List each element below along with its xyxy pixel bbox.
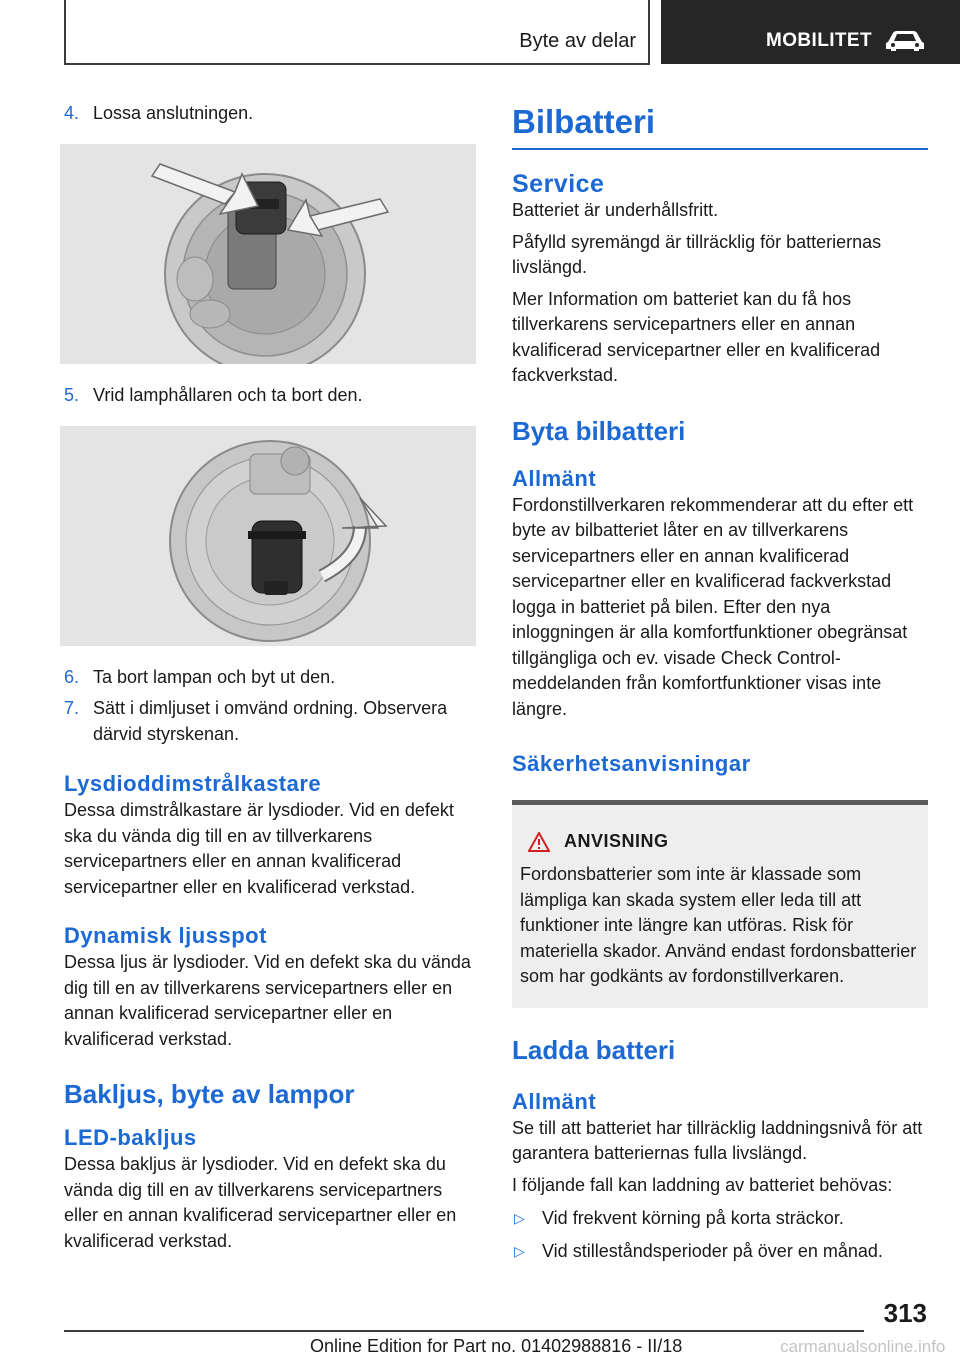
page-number: 313 <box>883 1298 927 1328</box>
list-item <box>512 1238 928 1264</box>
footer-brand-watermark: carmanualsonline.info <box>780 1337 946 1356</box>
notice-header <box>520 831 920 852</box>
notice-text: Fordonsbatterier som inte är klassade som lämpliga kan skada system eller leda till att funktioner inte längre kan utföras. Risk för materiella skador. Använd endast fordonsbatterier som har godkänts av fordonstillverkaren. <box>520 864 917 986</box>
step-7 <box>64 695 476 747</box>
chapter-heading-battery: Bilbatteri <box>512 103 656 140</box>
heading-charge-battery: Ladda batteri <box>512 1034 676 1065</box>
paragraph-service-2: Påfylld syremängd är tillräcklig för batteriernas livslängd. <box>512 231 882 277</box>
figure-rotate-lampholder <box>60 426 476 646</box>
header-rule-bottom <box>64 63 650 65</box>
list-item <box>512 1205 928 1231</box>
notice-box <box>512 800 928 1008</box>
step-text: Vrid lamphållaren och ta bort den. <box>93 385 363 405</box>
heading-rear-lights: Bakljus, byte av lampor <box>64 1079 355 1109</box>
list-item-text: Vid frekvent körning på korta sträckor. <box>542 1208 844 1228</box>
car-icon <box>884 30 926 52</box>
paragraph-dynamic-spotlight: Dessa ljus är lysdioder. Vid en defekt ska du vända dig till en av tillverkarens servicepartners eller en annan kvalificerad servicepartner eller en kvalificerad verkstad. <box>64 952 471 1049</box>
paragraph-charge-2: I följande fall kan laddning av batteriet behövas: <box>512 1174 893 1195</box>
left-column <box>64 100 476 1260</box>
list-item-text: Vid stilleståndsperioder på över en månad. <box>542 1241 883 1261</box>
section-title: Byte av delar <box>519 30 636 52</box>
step-text: Ta bort lampan och byt ut den. <box>93 667 336 687</box>
heading-service: Service <box>512 170 605 198</box>
paragraph-service-1: Batteriet är underhållsfritt. <box>512 200 719 220</box>
bullet-triangle-icon: ▷ <box>514 1243 525 1259</box>
step-5 <box>64 382 476 408</box>
paragraph-led-fog-lights: Dessa dimstrålkastare är lysdioder. Vid en defekt ska du vända dig till en av tillverkarens servicepartners eller en annan kvalificerad servicepartner eller en kvalificerad verkstad. <box>64 800 454 897</box>
paragraph-service-3: Mer Information om batteriet kan du få hos tillverkarens servicepartners eller en annan kvalificerad servicepartner eller en kvalificerad fackverkstad. <box>512 288 881 385</box>
step-4 <box>64 100 476 126</box>
heading-safety: Säkerhetsanvisningar <box>512 751 751 776</box>
heading-led-fog-lights: Lysdioddimstrålkastare <box>64 771 322 796</box>
step-number: 6. <box>64 667 80 687</box>
step-number: 4. <box>64 103 80 123</box>
right-column <box>512 100 928 1264</box>
step-text: Lossa anslutningen. <box>93 103 254 123</box>
step-number: 5. <box>64 385 80 405</box>
heading-replace-general: Allmänt <box>512 465 597 491</box>
warning-icon <box>528 832 550 852</box>
header-rule-left <box>64 0 66 64</box>
bullet-triangle-icon: ▷ <box>514 1210 525 1226</box>
figure-disconnect-connector <box>60 144 476 364</box>
step-text: Sätt i dimljuset i omvänd ordning. Observera därvid styrskenan. <box>93 698 448 744</box>
footer-rule <box>64 1330 864 1332</box>
lampholder-rotation-illustration <box>60 426 476 646</box>
fog-light-connector-illustration <box>60 144 476 364</box>
notice-title: ANVISNING <box>564 831 669 851</box>
footer-edition: Online Edition for Part no. 01402988816 - II/18 <box>310 1336 683 1356</box>
chapter-title: MOBILITET <box>766 30 872 51</box>
paragraph-replace: Fordonstillverkaren rekommenderar att du efter ett byte av bilbatteriet låter en av tillverkarens servicepartners eller en annan kvalificerad servicepartner eller en kvalificerad fackverkstad logga in batteriet på bilen. Efter den nya inloggningen är alla komfortfunktioner obegränsat tillgängliga och ev. visade Check Control-meddelanden från komfortfunktioner visas inte längre. <box>512 494 914 719</box>
header-rule-separator <box>648 0 650 64</box>
heading-charge-general: Allmänt <box>512 1088 597 1114</box>
chapter-rule <box>512 148 928 150</box>
step-6 <box>64 664 476 690</box>
step-number: 7. <box>64 698 80 718</box>
paragraph-led-rear-lights: Dessa bakljus är lysdioder. Vid en defekt ska du vända dig till en av tillverkarens servicepartners eller en annan kvalificerad servicepartner eller en kvalificerad verkstad. <box>64 1154 457 1251</box>
paragraph-charge-1: Se till att batteriet har tillräcklig laddningsnivå för att garantera batteriernas fulla livslängd. <box>512 1117 923 1163</box>
heading-led-rear-lights: LED-bakljus <box>64 1125 197 1150</box>
heading-replace-battery: Byta bilbatteri <box>512 415 686 446</box>
heading-dynamic-spotlight: Dynamisk ljusspot <box>64 923 267 948</box>
